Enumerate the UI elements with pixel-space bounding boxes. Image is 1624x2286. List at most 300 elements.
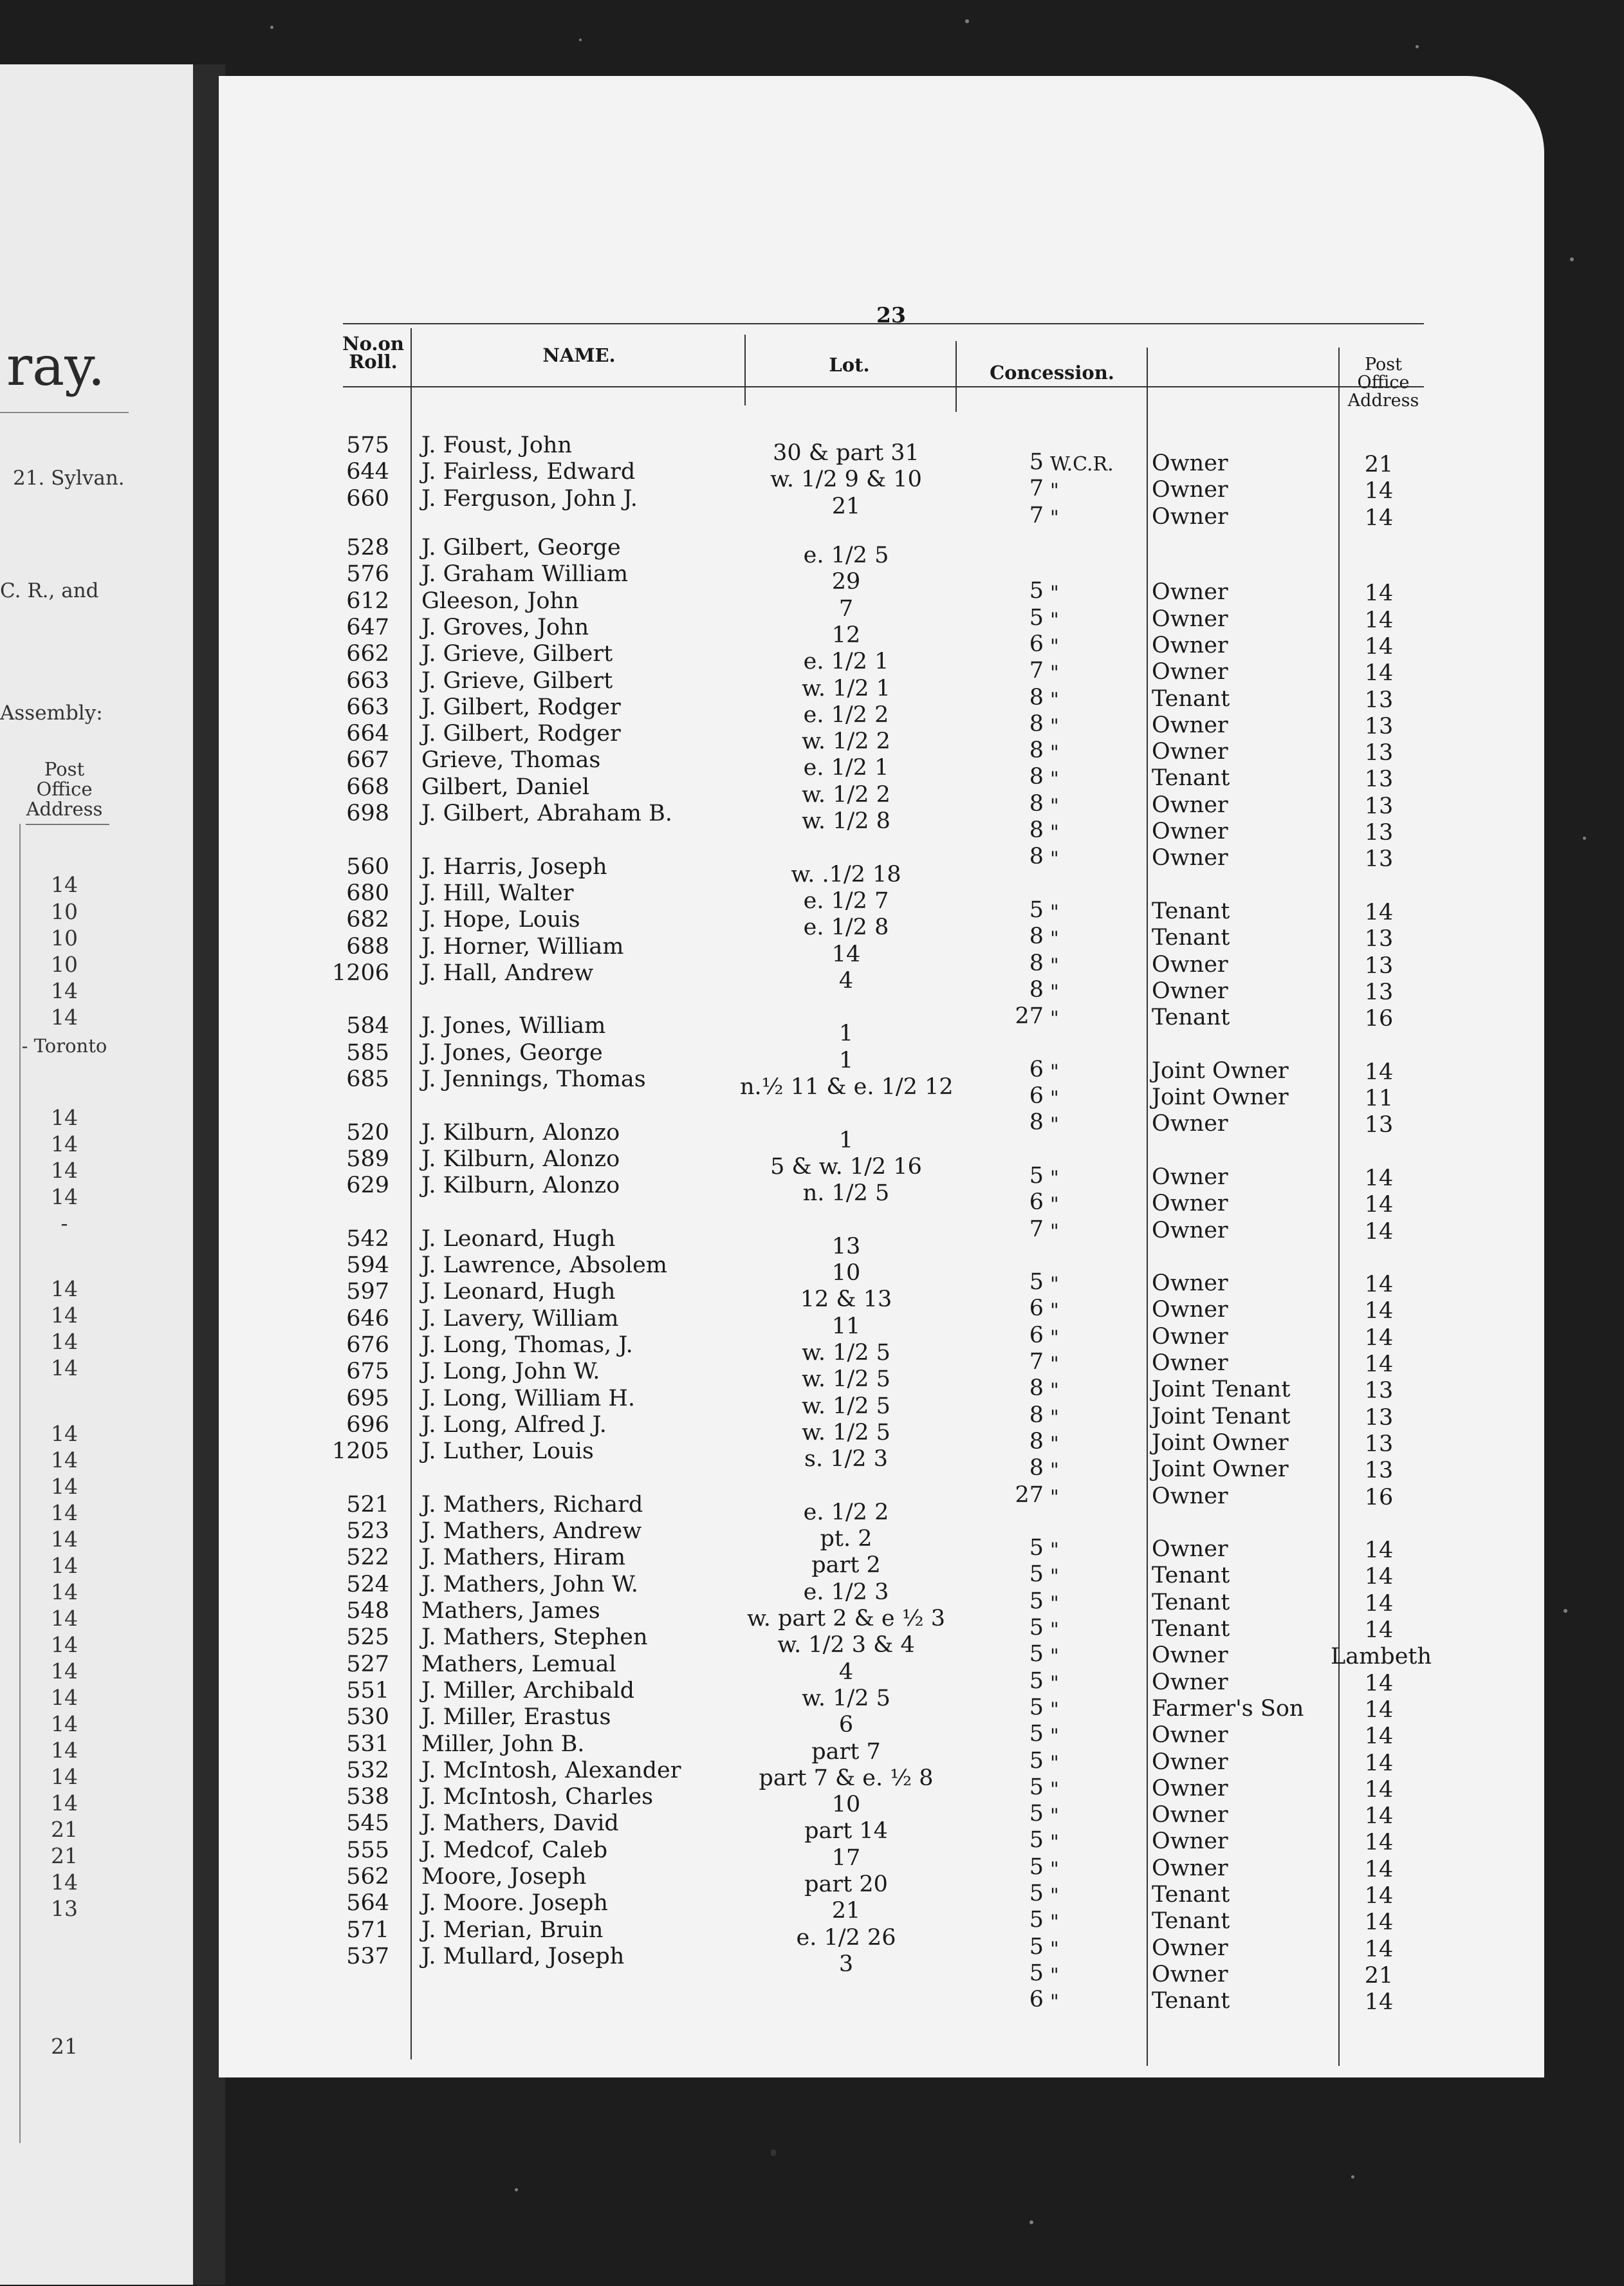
concession-suffix: ": [1050, 954, 1059, 977]
post-office-address: 21: [1364, 1962, 1394, 1989]
roll-number: 538: [346, 1784, 389, 1810]
concession-number: 8: [1029, 738, 1044, 764]
tenure-status: Owner: [1152, 1775, 1228, 1801]
concession-number: 27: [1015, 1003, 1044, 1030]
concession-number: 8: [1029, 711, 1044, 737]
concession-suffix: ": [1050, 1087, 1059, 1110]
roll-number: 698: [346, 801, 389, 826]
left-post-value: - Toronto: [21, 1035, 107, 1057]
header-post-office: Post Office Address: [1347, 355, 1419, 411]
left-post-value: 10: [51, 952, 78, 977]
entry-name: J. Mathers, David: [421, 1810, 619, 1837]
post-office-address: 14: [1364, 1564, 1394, 1590]
entry-name: J. Grieve, Gilbert: [421, 641, 613, 667]
tenure-status: Owner: [1152, 1164, 1228, 1190]
entry-name: J. Harris, Joseph: [421, 853, 607, 880]
roll-number: 688: [346, 933, 389, 960]
concession-suffix: ": [1050, 1166, 1059, 1189]
concession-suffix: ": [1050, 848, 1059, 871]
lot: e. 1/2 8: [803, 915, 889, 941]
lot: 4: [838, 967, 854, 994]
roll-number: 531: [346, 1731, 389, 1757]
roll-number: 644: [346, 459, 389, 485]
left-post-value: 14: [51, 1303, 78, 1328]
left-post-value: 14: [51, 1447, 78, 1473]
post-office-address: 14: [1364, 1218, 1394, 1245]
concession-suffix: ": [1050, 768, 1059, 791]
concession-number: 5: [1029, 1881, 1044, 1906]
entry-name: Mathers, Lemual: [421, 1651, 616, 1677]
lot: 11: [831, 1313, 861, 1339]
concession-suffix: ": [1050, 794, 1059, 817]
lot: 1: [838, 1021, 854, 1047]
post-office-address: 13: [1364, 1431, 1394, 1457]
concession-suffix: ": [1050, 506, 1059, 529]
concession-number: 5: [1029, 1827, 1044, 1854]
tenure-status: Owner: [1152, 451, 1228, 476]
concession-suffix: ": [1050, 635, 1059, 658]
entry-name: J. Long, John W.: [421, 1359, 600, 1385]
tenure-status: Owner: [1152, 579, 1228, 606]
post-office-address: 14: [1364, 607, 1394, 633]
tenure-status: Owner: [1152, 712, 1228, 738]
tenure-status: Owner: [1152, 1749, 1228, 1775]
lot: w. .1/2 18: [791, 861, 901, 887]
left-line-3: Assembly:: [0, 702, 103, 725]
concession-suffix: ": [1050, 1539, 1059, 1562]
lot: 17: [831, 1845, 861, 1871]
concession-suffix: ": [1050, 1911, 1059, 1934]
concession-suffix: ": [1050, 1007, 1059, 1030]
concession-suffix: ": [1050, 582, 1059, 605]
lot: w. 1/2 2: [802, 781, 890, 808]
entry-name: J. Kilburn, Alonzo: [421, 1146, 620, 1172]
concession-number: 5: [1029, 897, 1044, 923]
entry-name: J. Jones, William: [421, 1013, 606, 1039]
entry-name: J. Merian, Bruin: [421, 1917, 604, 1943]
entry-name: J. Foust, John: [421, 432, 573, 458]
roll-number: 589: [346, 1146, 389, 1172]
post-office-address: 13: [1364, 1404, 1394, 1431]
concession-number: 27: [1015, 1482, 1044, 1508]
concession-suffix: ": [1050, 1379, 1059, 1402]
entry-name: J. Mathers, Stephen: [421, 1624, 648, 1651]
roll-number: 522: [346, 1545, 389, 1571]
rule-after-concession: [1147, 348, 1148, 2066]
roll-number: 532: [346, 1757, 389, 1783]
lot: w. 1/2 5: [802, 1366, 890, 1393]
concession-suffix: ": [1050, 1432, 1059, 1455]
tenure-status: Tenant: [1152, 685, 1230, 712]
concession-suffix: ": [1050, 900, 1059, 924]
concession-number: 5: [1029, 1747, 1044, 1774]
left-post-value: 14: [51, 1355, 78, 1380]
lot: n.½ 11 & e. 1/2 12: [740, 1074, 954, 1100]
tenure-status: Owner: [1152, 1217, 1228, 1243]
entry-name: J. Hill, Walter: [421, 880, 574, 906]
lot: 6: [838, 1712, 854, 1738]
page-number: 23: [876, 302, 906, 328]
entry-name: J. Gilbert, Rodger: [421, 721, 621, 747]
entry-name: Miller, John B.: [421, 1731, 585, 1757]
concession-number: 7: [1029, 476, 1044, 502]
concession-number: 5: [1029, 1801, 1044, 1827]
header-lot: Lot.: [829, 354, 870, 376]
lot: 13: [831, 1233, 861, 1259]
left-post-value: 10: [51, 899, 78, 924]
concession-suffix: ": [1050, 714, 1059, 738]
entry-name: J. Mathers, Andrew: [421, 1518, 642, 1545]
concession-number: 5: [1029, 1668, 1044, 1694]
post-office-address: 14: [1364, 1590, 1394, 1617]
entry-name: J. Miller, Erastus: [421, 1704, 611, 1731]
concession-number: 8: [1029, 976, 1044, 1003]
tenure-status: Joint Owner: [1152, 1429, 1289, 1456]
roll-number: 521: [346, 1491, 389, 1518]
tenure-status: Tenant: [1152, 925, 1230, 951]
tenure-status: Owner: [1152, 1111, 1228, 1137]
left-post-value: 14: [51, 1790, 78, 1816]
entry-name: Gleeson, John: [421, 588, 579, 614]
concession-suffix: ": [1050, 662, 1059, 685]
roll-number: 537: [346, 1943, 389, 1969]
roll-number: 571: [346, 1917, 389, 1943]
entry-name: J. Leonard, Hugh: [421, 1279, 616, 1305]
post-office-address: 14: [1364, 1192, 1394, 1218]
lot: 10: [831, 1260, 861, 1287]
left-post-value: 14: [51, 1105, 78, 1130]
roll-number: 1206: [331, 960, 389, 986]
entry-name: J. Fairless, Edward: [421, 459, 636, 485]
concession-suffix: ": [1050, 741, 1059, 765]
tenure-status: Owner: [1152, 1642, 1228, 1669]
post-office-address: Lambeth: [1331, 1644, 1432, 1670]
entry-name: Gilbert, Daniel: [421, 774, 590, 800]
entry-name: J. Moore. Joseph: [421, 1890, 608, 1917]
concession-suffix: ": [1050, 1326, 1059, 1349]
post-office-address: 13: [1364, 687, 1394, 713]
concession-number: 5: [1029, 1907, 1044, 1933]
concession-number: 8: [1029, 1455, 1044, 1482]
roll-number: 667: [346, 747, 389, 774]
concession-number: 8: [1029, 764, 1044, 790]
tenure-status: Owner: [1152, 632, 1228, 658]
tenure-status: Owner: [1152, 951, 1228, 978]
concession-number: 5: [1029, 578, 1044, 604]
concession-suffix: W.C.R.: [1050, 453, 1114, 476]
post-office-address: 14: [1364, 478, 1394, 505]
concession-number: 8: [1029, 684, 1044, 711]
lot: pt. 2: [820, 1526, 872, 1552]
left-header-rule: [26, 824, 109, 825]
concession-suffix: ": [1050, 1831, 1059, 1854]
concession-number: 6: [1029, 1083, 1044, 1109]
tenure-status: Owner: [1152, 1722, 1228, 1749]
entry-name: J. Miller, Archibald: [421, 1677, 635, 1704]
left-post-value: 14: [51, 1500, 78, 1525]
concession-suffix: ": [1050, 1459, 1059, 1482]
concession-number: 5: [1029, 1774, 1044, 1800]
concession-number: 5: [1029, 1960, 1044, 1986]
roll-number: 523: [346, 1518, 389, 1545]
tenure-status: Owner: [1152, 659, 1228, 685]
tenure-status: Owner: [1152, 1802, 1228, 1828]
concession-number: 5: [1029, 1933, 1044, 1960]
tenure-status: Owner: [1152, 1961, 1228, 1987]
left-post-value: 14: [51, 1131, 78, 1157]
tenure-status: Owner: [1152, 1483, 1228, 1509]
post-office-address: 16: [1364, 1484, 1394, 1510]
concession-number: 5: [1029, 449, 1044, 475]
left-post-value: 14: [51, 1764, 78, 1789]
lot: w. 1/2 5: [802, 1393, 890, 1419]
left-post-value: 21: [51, 1843, 78, 1868]
post-office-address: 14: [1364, 1696, 1394, 1723]
roll-number: 696: [346, 1411, 389, 1438]
post-office-address: 14: [1364, 505, 1394, 531]
post-office-address: 14: [1364, 1830, 1394, 1856]
entry-name: J. Jones, George: [421, 1039, 603, 1066]
entry-name: J. Gilbert, Rodger: [421, 694, 621, 720]
post-office-address: 14: [1364, 1670, 1394, 1696]
tenure-status: Owner: [1152, 1350, 1228, 1376]
roll-number: 527: [346, 1651, 389, 1677]
tenure-status: Owner: [1152, 845, 1228, 871]
lot: 21: [831, 1898, 861, 1924]
roll-number: 647: [346, 614, 389, 640]
roll-number: 629: [346, 1173, 389, 1199]
left-post-value: 13: [51, 1896, 78, 1921]
concession-suffix: ": [1050, 688, 1059, 711]
roll-number: 685: [346, 1066, 389, 1092]
concession-number: 5: [1029, 1535, 1044, 1561]
lot: e. 1/2 26: [796, 1924, 896, 1951]
roll-number: 597: [346, 1279, 389, 1305]
roll-number: 660: [346, 485, 389, 512]
concession-number: 7: [1029, 658, 1044, 684]
lot: e. 1/2 5: [803, 543, 889, 568]
roll-number: 576: [346, 561, 389, 588]
concession-suffix: ": [1050, 1406, 1059, 1429]
tenure-status: Owner: [1152, 1828, 1228, 1855]
roll-number: 555: [346, 1837, 389, 1863]
tenure-status: Owner: [1152, 477, 1228, 503]
concession-suffix: ": [1050, 1060, 1059, 1083]
left-post-value: 14: [51, 1606, 78, 1631]
concession-suffix: ": [1050, 1113, 1059, 1137]
left-post-value: 14: [51, 1421, 78, 1446]
post-office-address: 13: [1364, 926, 1394, 952]
lot: s. 1/2 3: [804, 1446, 888, 1473]
concession-number: 5: [1029, 1561, 1044, 1588]
tenure-status: Owner: [1152, 503, 1228, 530]
entry-name: J. Long, Thomas, J.: [421, 1332, 633, 1358]
left-rule: [0, 412, 129, 413]
tenure-status: Owner: [1152, 606, 1228, 632]
left-column-rule: [19, 824, 21, 2143]
left-post-value: 14: [51, 1870, 78, 1895]
post-office-address: 13: [1364, 1112, 1394, 1138]
post-office-address: 14: [1364, 1538, 1394, 1564]
tenure-status: Tenant: [1152, 898, 1230, 924]
tenure-status: Owner: [1152, 1669, 1228, 1695]
concession-number: 7: [1029, 502, 1044, 528]
post-office-address: 13: [1364, 740, 1394, 767]
lot: w. 1/2 5: [802, 1340, 890, 1366]
roll-number: 680: [346, 880, 389, 906]
entry-name: J. Mathers, Hiram: [421, 1545, 626, 1571]
concession-number: 6: [1029, 1987, 1044, 2013]
tenure-status: Tenant: [1152, 765, 1230, 792]
concession-suffix: ": [1050, 927, 1059, 951]
lot: 10: [831, 1792, 861, 1818]
concession-suffix: ": [1050, 1991, 1059, 2014]
lot: w. 1/2 8: [802, 808, 890, 834]
roll-number: 664: [346, 721, 389, 747]
header-name: NAME.: [542, 344, 616, 366]
concession-number: 5: [1029, 1269, 1044, 1296]
tenure-status: Owner: [1152, 978, 1228, 1004]
post-office-address: 14: [1364, 1936, 1394, 1962]
concession-suffix: ": [1050, 980, 1059, 1003]
post-office-address: 14: [1364, 660, 1394, 687]
concession-number: 8: [1029, 1428, 1044, 1454]
header-bottom-rule: [343, 386, 1424, 387]
lot: part 7 & e. ½ 8: [759, 1765, 934, 1791]
rule-after-name: [744, 335, 746, 405]
tenure-status: Tenant: [1152, 1005, 1230, 1031]
roll-number: 612: [346, 588, 389, 614]
lot: part 7: [811, 1738, 881, 1765]
left-post-value: 14: [51, 1632, 78, 1657]
post-office-address: 14: [1364, 1989, 1394, 2016]
entry-name: J. Long, William H.: [421, 1385, 636, 1411]
concession-suffix: ": [1050, 1884, 1059, 1907]
post-office-address: 14: [1364, 1617, 1394, 1643]
concession-number: 6: [1029, 1056, 1044, 1083]
tenure-status: Owner: [1152, 1297, 1228, 1323]
tenure-status: Owner: [1152, 1855, 1228, 1881]
post-office-address: 13: [1364, 793, 1394, 819]
concession-suffix: ": [1050, 1698, 1059, 1721]
roll-number: 663: [346, 694, 389, 720]
roll-number: 663: [346, 667, 389, 694]
header-roll: No.on Roll.: [342, 333, 404, 373]
concession-number: 5: [1029, 1854, 1044, 1880]
roll-number: 676: [346, 1332, 389, 1358]
post-office-address: 13: [1364, 1378, 1394, 1404]
roll-number: 594: [346, 1252, 389, 1279]
left-post-value: 14: [51, 1738, 78, 1763]
lot: 7: [838, 595, 854, 622]
concession-number: 7: [1029, 1216, 1044, 1242]
post-office-address: 13: [1364, 1458, 1394, 1484]
entry-name: J. Hope, Louis: [421, 907, 580, 933]
roll-number: 528: [346, 535, 389, 561]
post-office-address: 14: [1364, 1910, 1394, 1936]
entry-name: J. Medcof, Caleb: [421, 1837, 608, 1863]
entry-name: Grieve, Thomas: [421, 747, 601, 774]
roll-number: 585: [346, 1039, 389, 1066]
post-office-address: 14: [1364, 1165, 1394, 1191]
entry-name: J. Long, Alfred J.: [421, 1411, 607, 1438]
lot: part 14: [804, 1818, 888, 1845]
concession-suffix: ": [1050, 1592, 1059, 1615]
lot: 14: [831, 941, 861, 967]
roll-number: 564: [346, 1890, 389, 1917]
roll-number: 646: [346, 1305, 389, 1332]
concession-number: 7: [1029, 1349, 1044, 1375]
left-post-value: 14: [51, 1184, 78, 1209]
entry-name: J. Gilbert, Abraham B.: [421, 801, 672, 826]
roll-number: 584: [346, 1013, 389, 1039]
concession-number: 6: [1029, 1296, 1044, 1322]
lot: 12 & 13: [800, 1287, 892, 1313]
entry-name: J. Graham William: [421, 561, 629, 588]
left-post-value: 14: [51, 872, 78, 897]
tenure-status: Joint Owner: [1152, 1456, 1289, 1483]
header-concession: Concession.: [990, 362, 1114, 384]
post-office-address: 13: [1364, 952, 1394, 979]
left-post-value: 14: [51, 1579, 78, 1604]
post-office-address: 13: [1364, 767, 1394, 793]
left-post-value: 14: [51, 1158, 78, 1183]
concession-number: 5: [1029, 1694, 1044, 1720]
entry-name: J. Groves, John: [421, 614, 589, 640]
lot: 1: [838, 1047, 854, 1073]
lot: e. 1/2 1: [803, 755, 889, 781]
post-office-address: 14: [1364, 1883, 1394, 1909]
roll-number: 668: [346, 774, 389, 800]
left-post-value: 14: [51, 1276, 78, 1301]
post-office-address: 14: [1364, 1724, 1394, 1750]
roll-number: 542: [346, 1225, 389, 1252]
lot: part 2: [811, 1552, 881, 1579]
tenure-status: Tenant: [1152, 1616, 1230, 1642]
concession-suffix: ": [1050, 1937, 1059, 1960]
post-office-address: 13: [1364, 820, 1394, 846]
left-post-value: 14: [51, 1527, 78, 1552]
roll-number: 562: [346, 1864, 389, 1890]
entry-name: J. McIntosh, Alexander: [421, 1757, 681, 1783]
roll-number: 682: [346, 907, 389, 933]
concession-number: 5: [1029, 1162, 1044, 1189]
tenure-status: Tenant: [1152, 1908, 1230, 1935]
left-post-value: 14: [51, 1553, 78, 1578]
entry-name: J. Lavery, William: [421, 1305, 619, 1332]
lot: w. 1/2 1: [802, 675, 890, 702]
roll-number: 551: [346, 1677, 389, 1704]
tenure-status: Tenant: [1152, 1882, 1230, 1908]
lot: e. 1/2 3: [803, 1579, 889, 1605]
left-post-value: 21: [51, 1817, 78, 1842]
concession-number: 8: [1029, 1402, 1044, 1428]
concession-suffix: ": [1050, 1353, 1059, 1375]
post-office-address: 14: [1364, 581, 1394, 607]
tenure-status: Joint Owner: [1152, 1057, 1289, 1084]
post-office-address: 14: [1364, 1298, 1394, 1324]
tenure-status: Owner: [1152, 739, 1228, 765]
left-post-value: 21: [51, 2034, 78, 2059]
entry-name: J. Gilbert, George: [421, 535, 621, 561]
entry-name: J. McIntosh, Charles: [421, 1784, 654, 1810]
tenure-status: Joint Tenant: [1152, 1377, 1291, 1403]
concession-number: 8: [1029, 1375, 1044, 1402]
tenure-status: Owner: [1152, 1191, 1228, 1217]
concession-number: 8: [1029, 1110, 1044, 1136]
rule-after-roll: [411, 328, 412, 2059]
concession-number: 6: [1029, 631, 1044, 657]
